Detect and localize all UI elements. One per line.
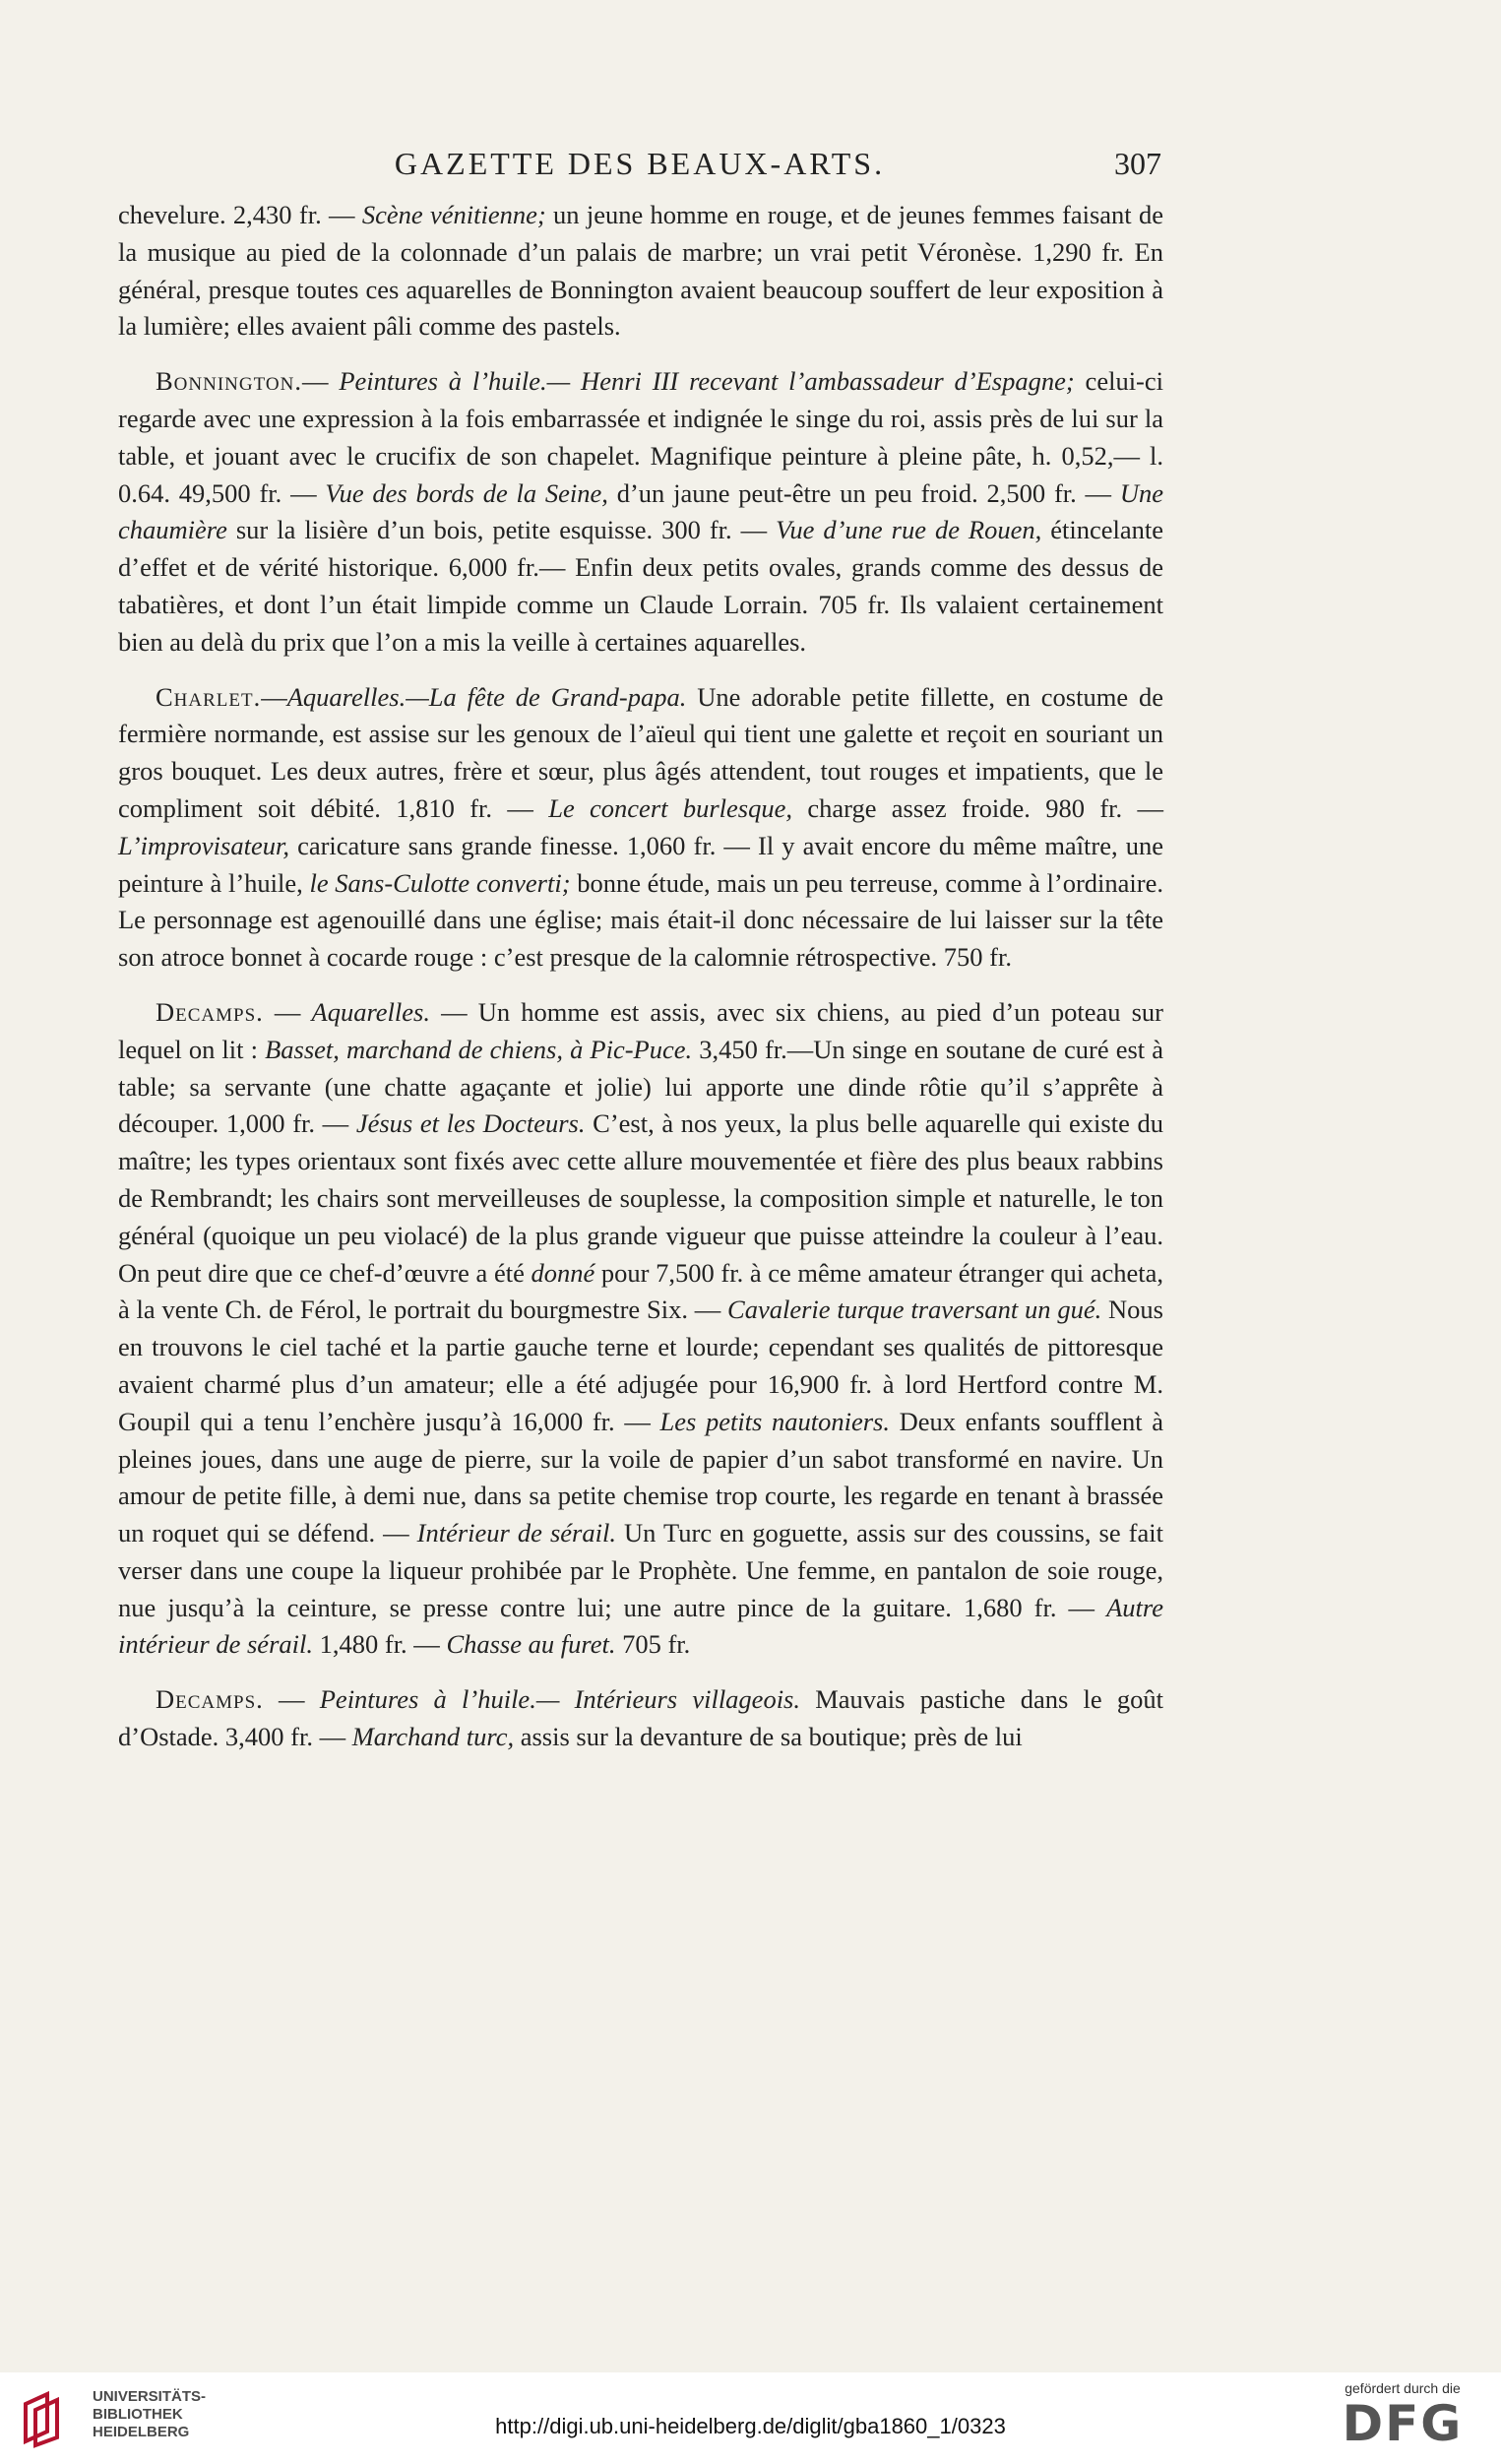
artist-name: Bonnington. (156, 366, 302, 397)
text-run: Mauvais pastiche dans le goût d’Ostade. 3,400 fr. — (118, 1684, 1163, 1752)
artwork-title: Les petits nautoniers. (659, 1406, 890, 1436)
text-run: étincelante d’effet et de vérité historique. 6,000 fr.— Enfin deux petits ovales, grands comme des dessus de tabatières, et dont l’un était limpide comme un Claude Lorrain. 705 fr. Ils valaient certainement bien au delà du prix que l’on a mis la veille à certaines aquarelles. (118, 515, 1164, 657)
funder-note: gefördert durch die (1345, 2380, 1461, 2396)
text-run: — (263, 1684, 320, 1715)
text-run: 1,480 fr. — (313, 1629, 447, 1660)
text-run: — (301, 366, 340, 397)
digitization-footer (0, 2372, 1501, 2464)
text-run: 705 fr. (615, 1629, 691, 1660)
artwork-title: Scène vénitienne; (361, 200, 546, 229)
source-url-link[interactable]: http://digi.ub.uni-heidelberg.de/diglit/gba1860_1/0323 (495, 2414, 1006, 2438)
text-run: celui-ci regarde avec une expression à la fois embarrassée et indignée le singe du roi, assis près de lui sur la table, et jouant avec le crucifix de son chapelet. Magnifique peinture à pleine pâte, h. 0,52,— l. 0.64. 49,500 fr. — (118, 366, 1164, 508)
artwork-title: Vue des bords de la Seine, (325, 477, 608, 508)
text-run: — (261, 681, 287, 712)
text-run: Nous en trouvons le ciel taché et la partie gauche terne et lourde; cependant ses qualités de pittoresque avaient charmé plus d’un amateur; elle a été adjugée pour 16,900 fr. à lord Hertford contre M. Goupil qui a tenu l’enchère jusqu’à 16,000 fr. — (118, 1295, 1163, 1436)
artwork-title: donné (531, 1257, 595, 1288)
paragraph (118, 679, 1163, 977)
text-run: bonne étude, mais un peu terreuse, comme à l’ordinaire. Le personnage est agenouillé dans une église; mais était-il donc nécessaire de lui laisser sur la tête son atroce bonnet à cocarde rouge : c’est presque de la calomnie rétrospective. 750 fr. (118, 867, 1163, 973)
artwork-title: Aquarelles. (311, 996, 430, 1027)
artwork-title: Peintures à l’huile.— Intérieurs villageois. (319, 1684, 800, 1715)
artist-name: Decamps. (156, 1684, 264, 1715)
artwork-title: Vue d’une rue de Rouen, (776, 515, 1042, 545)
artwork-title: Une chaumière (118, 477, 1163, 545)
text-run: pour 7,500 fr. à ce même amateur étranger qui acheta, à la vente Ch. de Férol, le portrait du bourgmestre Six. — (118, 1257, 1163, 1325)
text-run: sur la lisière d’un bois, petite esquisse. 300 fr. — (226, 515, 777, 545)
artwork-title: Aquarelles.—La fête de Grand-papa. (286, 681, 687, 712)
text-run: caricature sans grande finesse. 1,060 fr. — Il y avait encore du même maître, une peinture à l’huile, (118, 830, 1163, 898)
artwork-title: le Sans-Culotte converti; (309, 867, 571, 898)
paragraph (118, 363, 1163, 661)
artwork-title: Chasse au furet. (446, 1629, 616, 1660)
artwork-title: Intérieur de sérail. (416, 1518, 616, 1548)
page-number: 307 (1114, 146, 1161, 181)
artwork-title: Autre intérieur de sérail. (118, 1592, 1163, 1660)
artwork-title: Basset, marchand de chiens, à Pic-Puce. (265, 1034, 693, 1064)
artwork-title: Cavalerie turque traversant un gué. (727, 1295, 1102, 1325)
paragraph (118, 1681, 1163, 1756)
artwork-title: Jésus et les Docteurs. (355, 1108, 586, 1139)
dfg-logo: DFG (1342, 2395, 1464, 2452)
article-body (118, 197, 1163, 1756)
text-run: 3,450 fr.—Un singe en soutane de curé est à table; sa servante (une chatte agaçante et jolie) lui apporte une dinde rôtie qu’il s’apprête à découper. 1,000 fr. — (118, 1034, 1163, 1139)
journal-title: GAZETTE DES BEAUX-ARTS. (394, 146, 886, 181)
text-run: — Un homme est assis, avec six chiens, au pied d’un poteau sur lequel on lit : (118, 996, 1163, 1064)
text-run: — (263, 996, 312, 1027)
artwork-title: Le concert burlesque, (548, 792, 792, 823)
text-run: Une adorable petite fillette, en costume de fermière normande, est assise sur les genoux de l’aïeul qui tient une galette et reçoit en souriant un gros bouquet. Les deux autres, frère et sœur, plus âgés attendent, tout rouges et impatients, que le compliment soit débité. 1,810 fr. — (118, 681, 1164, 823)
institution-line: HEIDELBERG (93, 2424, 190, 2440)
text-run: chevelure. 2,430 fr. — (118, 200, 362, 229)
text-run: un jeune homme en rouge, et de jeunes femmes faisant de la musique au pied de la colonnade d’un palais de marbre; un vrai petit Véronèse. 1,290 fr. En général, presque toutes ces aquarelles de Bonnington avaient beaucoup souffert de leur exposition à la lumière; elles avaient pâli comme des pastels. (118, 200, 1163, 342)
paragraph (118, 994, 1163, 1664)
text-run: Deux enfants soufflent à pleines joues, dans une auge de pierre, sur la voile de papier d’un sabot transformé en navire. Un amour de petite fille, à demi nue, dans sa petite chemise trop courte, les regarde en tenant à brassée un roquet qui se défend. — (118, 1406, 1164, 1548)
text-run: charge assez froide. 980 fr. — (791, 792, 1163, 823)
artist-name: Charlet. (156, 681, 262, 712)
text-run: C’est, à nos yeux, la plus belle aquarelle qui existe du maître; les types orientaux sont fixés avec cette allure mouvementée et fière des plus beaux rabbins de Rembrandt; les chairs sont merveilleuses de souplesse, la composition simple et naturelle, le ton général (quoique un peu violacé) de la plus grande vigueur que puisse atteindre la couleur à l’eau. On peut dire que ce chef-d’œuvre a été (118, 1108, 1163, 1288)
institution-line: BIBLIOTHEK (93, 2406, 183, 2423)
artist-name: Decamps. (156, 996, 264, 1027)
paragraph (118, 197, 1163, 346)
text-run: Un Turc en goguette, assis sur des coussins, se fait verser dans une coupe la liqueur prohibée par le Prophète. Une femme, en pantalon de soie rouge, nue jusqu’à la ceinture, se presse contre lui; une autre pince de la guitare. 1,680 fr. — (118, 1518, 1163, 1622)
running-head (118, 146, 1161, 185)
funder-block (1324, 2380, 1481, 2451)
text-run: assis sur la devanture de sa boutique; près de lui (514, 1722, 1023, 1752)
text-run: d’un jaune peut-être un peu froid. 2,500 fr. — (607, 477, 1120, 508)
institution-line: UNIVERSITÄTS- (93, 2388, 207, 2405)
artwork-title: Marchand turc, (351, 1722, 515, 1752)
artwork-title: Peintures à l’huile.— Henri III recevant l’ambassadeur d’Espagne; (339, 366, 1075, 397)
artwork-title: L’improvisateur, (118, 830, 289, 860)
